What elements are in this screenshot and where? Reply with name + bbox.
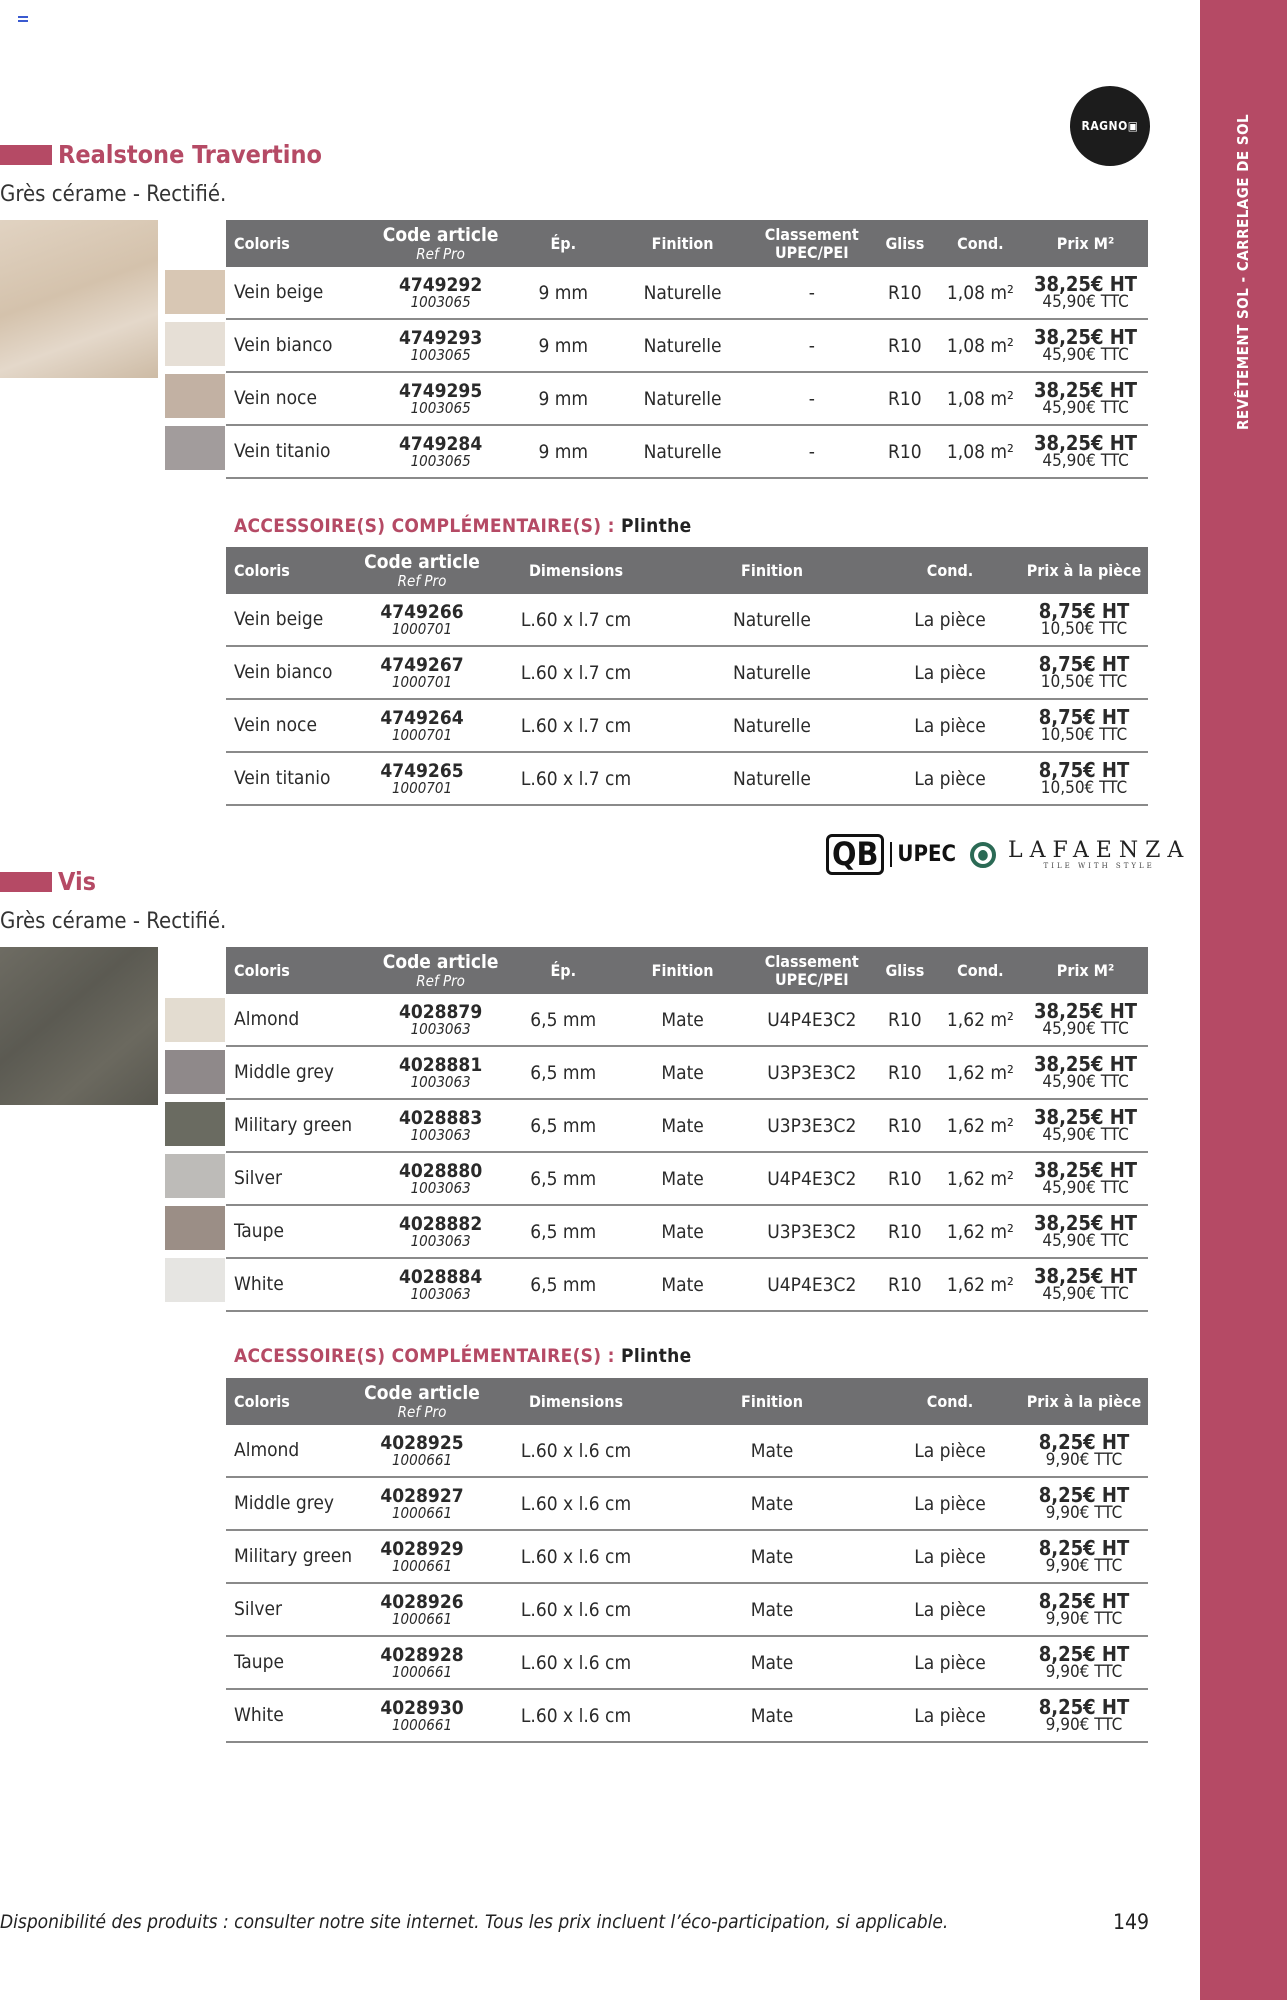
header-ep: Ép. [513,947,614,994]
cell-finition: Mate [664,1477,880,1530]
cell-classement: U4P4E3C2 [752,1152,872,1205]
cell-dimensions: L.60 x l.6 cm [488,1583,664,1636]
cell-coloris: Middle grey [226,1477,356,1530]
swatch-taupe [165,1206,225,1250]
header-dimensions: Dimensions [488,1378,664,1425]
cell-cond: 1,62 m² [938,1046,1023,1099]
cell-prix: 38,25€ HT 45,90€ TTC [1023,319,1148,372]
lafaenza-logo: LAFAENZA TILE WITH STYLE [1008,837,1191,870]
swatch-middle-grey [165,1050,225,1094]
cell-cond: 1,08 m² [938,319,1023,372]
table-row [226,1258,1148,1311]
cell-cond: La pièce [880,1530,1020,1583]
cell-ep: 9 mm [513,372,614,425]
cell-ep: 6,5 mm [513,1152,614,1205]
cell-coloris: Vein bianco [226,319,368,372]
section-title-vis: Vis [0,867,96,896]
table-row [226,594,1148,646]
cell-finition: Naturelle [664,699,880,752]
sidebar-label: REVÊTEMENT SOL - CARRELAGE DE SOL [1234,113,1252,430]
header-finition: Finition [664,547,880,594]
upec-logo: UPEC [890,842,956,867]
cell-cond: 1,62 m² [938,1099,1023,1152]
swatch-vein-bianco [165,322,225,366]
cell-classement: U4P4E3C2 [752,994,872,1046]
header-gliss: Gliss [872,220,938,267]
header-cond: Cond. [938,220,1023,267]
table-accessory-travertino [226,547,1148,806]
section-subtitle-travertino: Grès cérame - Rectifié. [0,182,227,207]
cell-gliss: R10 [872,1046,938,1099]
swatch-military-green [165,1102,225,1146]
product-image-vis [0,947,158,1105]
header-finition: Finition [664,1378,880,1425]
cell-gliss: R10 [872,1205,938,1258]
cell-gliss: R10 [872,1099,938,1152]
cell-coloris: Vein bianco [226,646,356,699]
cell-code: 4028930 1000661 [356,1689,488,1742]
swatch-white [165,1258,225,1302]
cell-code: 4749292 1003065 [368,267,513,319]
cell-prix: 8,25€ HT 9,90€ TTC [1020,1636,1148,1689]
table-row [226,646,1148,699]
cell-coloris: Military green [226,1099,368,1152]
cell-code: 4749265 1000701 [356,752,488,805]
cell-prix: 38,25€ HT 45,90€ TTC [1023,425,1148,478]
cell-prix: 8,25€ HT 9,90€ TTC [1020,1583,1148,1636]
cell-prix: 38,25€ HT 45,90€ TTC [1023,1099,1148,1152]
accessory-title-travertino: ACCESSOIRE(S) COMPLÉMENTAIRE(S) : Plinthe [234,515,692,537]
cell-code: 4749295 1003065 [368,372,513,425]
header-gliss: Gliss [872,947,938,994]
cell-coloris: Vein noce [226,372,368,425]
cell-cond: La pièce [880,1583,1020,1636]
swatch-vein-beige [165,270,225,314]
cell-coloris: Silver [226,1152,368,1205]
ragno-logo: RAGNO ▣ [1070,86,1150,166]
cell-cond: 1,08 m² [938,267,1023,319]
cell-dimensions: L.60 x l.7 cm [488,646,664,699]
table-row [226,1636,1148,1689]
cell-cond: La pièce [880,1477,1020,1530]
section-title-travertino: Realstone Travertino [0,140,322,169]
cell-classement: U4P4E3C2 [752,1258,872,1311]
header-prix: Prix M² [1023,947,1148,994]
table-row [226,319,1148,372]
cell-classement: U3P3E3C2 [752,1099,872,1152]
cell-finition: Naturelle [614,319,752,372]
cell-ep: 6,5 mm [513,1205,614,1258]
cell-dimensions: L.60 x l.7 cm [488,699,664,752]
accessory-title-vis: ACCESSOIRE(S) COMPLÉMENTAIRE(S) : Plinthe [234,1345,692,1367]
title-bar [0,145,52,165]
header-cond: Cond. [880,1378,1020,1425]
cell-dimensions: L.60 x l.6 cm [488,1636,664,1689]
cell-dimensions: L.60 x l.6 cm [488,1425,664,1477]
cell-coloris: Vein titanio [226,425,368,478]
cell-coloris: Silver [226,1583,356,1636]
cell-code: 4028926 1000661 [356,1583,488,1636]
certification-logos [826,834,1190,875]
cell-finition: Mate [664,1583,880,1636]
cell-code: 4028928 1000661 [356,1636,488,1689]
cell-code: 4028882 1003063 [368,1205,513,1258]
cell-coloris: Middle grey [226,1046,368,1099]
table-row [226,425,1148,478]
table-accessory-vis [226,1378,1148,1743]
cell-ep: 9 mm [513,319,614,372]
cell-gliss: R10 [872,425,938,478]
cell-dimensions: L.60 x l.6 cm [488,1530,664,1583]
table-row [226,1046,1148,1099]
table-row [226,1477,1148,1530]
cell-finition: Mate [664,1425,880,1477]
cell-code: 4028881 1003063 [368,1046,513,1099]
cell-code: 4749293 1003065 [368,319,513,372]
cell-code: 4749264 1000701 [356,699,488,752]
cell-cond: La pièce [880,1689,1020,1742]
cell-dimensions: L.60 x l.7 cm [488,752,664,805]
cell-classement: U3P3E3C2 [752,1046,872,1099]
cell-cond: La pièce [880,752,1020,805]
cell-cond: 1,08 m² [938,425,1023,478]
table-travertino [226,220,1148,479]
cell-gliss: R10 [872,372,938,425]
table-row [226,372,1148,425]
swatch-vein-titanio [165,426,225,470]
menu-icon[interactable] [18,16,28,24]
header-finition: Finition [614,220,752,267]
cell-coloris: Vein titanio [226,752,356,805]
cell-cond: La pièce [880,1425,1020,1477]
header-classement: Classement UPEC/PEI [752,947,872,994]
cell-coloris: White [226,1689,356,1742]
table-vis [226,947,1148,1312]
cell-coloris: Taupe [226,1205,368,1258]
cell-code: 4028883 1003063 [368,1099,513,1152]
cell-finition: Mate [614,1099,752,1152]
cell-ep: 9 mm [513,425,614,478]
cell-code: 4749284 1003065 [368,425,513,478]
cell-prix: 38,25€ HT 45,90€ TTC [1023,372,1148,425]
cell-prix: 8,25€ HT 9,90€ TTC [1020,1689,1148,1742]
table-header [226,220,1148,267]
cell-prix: 8,25€ HT 9,90€ TTC [1020,1425,1148,1477]
header-coloris: Coloris [226,547,356,594]
table-row [226,1205,1148,1258]
table-row [226,752,1148,805]
table-row [226,267,1148,319]
cell-finition: Naturelle [664,594,880,646]
cell-classement: - [752,425,872,478]
cell-cond: 1,08 m² [938,372,1023,425]
product-image-travertino [0,220,158,378]
lafaenza-mark-icon: ● [970,842,996,868]
header-prix: Prix à la pièce [1020,547,1148,594]
header-code: Code article Ref Pro [356,1378,488,1425]
cell-dimensions: L.60 x l.6 cm [488,1689,664,1742]
cell-finition: Mate [614,1152,752,1205]
cell-finition: Mate [664,1530,880,1583]
header-classement: Classement UPEC/PEI [752,220,872,267]
cell-cond: 1,62 m² [938,1152,1023,1205]
header-dimensions: Dimensions [488,547,664,594]
cell-prix: 8,75€ HT 10,50€ TTC [1020,594,1148,646]
swatch-almond [165,998,225,1042]
header-cond: Cond. [880,547,1020,594]
cell-prix: 38,25€ HT 45,90€ TTC [1023,1046,1148,1099]
cell-classement: U3P3E3C2 [752,1205,872,1258]
qb-logo: QB [826,834,884,875]
cell-prix: 8,25€ HT 9,90€ TTC [1020,1530,1148,1583]
cell-prix: 8,75€ HT 10,50€ TTC [1020,646,1148,699]
header-finition: Finition [614,947,752,994]
cell-prix: 38,25€ HT 45,90€ TTC [1023,994,1148,1046]
cell-ep: 6,5 mm [513,1099,614,1152]
cell-cond: La pièce [880,1636,1020,1689]
table-header [226,947,1148,994]
cell-code: 4028925 1000661 [356,1425,488,1477]
cell-coloris: Taupe [226,1636,356,1689]
header-code: Code article Ref Pro [356,547,488,594]
cell-finition: Naturelle [614,372,752,425]
cell-finition: Naturelle [664,646,880,699]
cell-gliss: R10 [872,1152,938,1205]
cell-ep: 6,5 mm [513,994,614,1046]
cell-gliss: R10 [872,319,938,372]
table-row [226,699,1148,752]
cell-cond: La pièce [880,646,1020,699]
cell-prix: 8,25€ HT 9,90€ TTC [1020,1477,1148,1530]
table-row [226,994,1148,1046]
header-cond: Cond. [938,947,1023,994]
cell-cond: 1,62 m² [938,994,1023,1046]
cell-prix: 38,25€ HT 45,90€ TTC [1023,1152,1148,1205]
header-coloris: Coloris [226,947,368,994]
cell-coloris: White [226,1258,368,1311]
cell-prix: 38,25€ HT 45,90€ TTC [1023,1205,1148,1258]
cell-code: 4749266 1000701 [356,594,488,646]
title-bar [0,872,52,892]
cell-cond: 1,62 m² [938,1205,1023,1258]
cell-finition: Mate [664,1689,880,1742]
header-prix: Prix à la pièce [1020,1378,1148,1425]
header-code: Code article Ref Pro [368,220,513,267]
cell-coloris: Vein beige [226,594,356,646]
swatch-vein-noce [165,374,225,418]
table-row [226,1689,1148,1742]
header-ep: Ép. [513,220,614,267]
cell-ep: 9 mm [513,267,614,319]
section-subtitle-vis: Grès cérame - Rectifié. [0,909,227,934]
cell-gliss: R10 [872,267,938,319]
table-header [226,547,1148,594]
cell-coloris: Almond [226,994,368,1046]
cell-finition: Mate [614,994,752,1046]
cell-coloris: Vein noce [226,699,356,752]
header-code: Code article Ref Pro [368,947,513,994]
cell-coloris: Almond [226,1425,356,1477]
cell-cond: 1,62 m² [938,1258,1023,1311]
cell-code: 4028929 1000661 [356,1530,488,1583]
table-row [226,1530,1148,1583]
cell-finition: Mate [614,1205,752,1258]
cell-code: 4028927 1000661 [356,1477,488,1530]
cell-dimensions: L.60 x l.7 cm [488,594,664,646]
cell-finition: Mate [614,1046,752,1099]
cell-finition: Naturelle [664,752,880,805]
table-header [226,1378,1148,1425]
header-coloris: Coloris [226,220,368,267]
table-row [226,1099,1148,1152]
cell-code: 4028879 1003063 [368,994,513,1046]
cell-code: 4028884 1003063 [368,1258,513,1311]
cell-classement: - [752,267,872,319]
cell-finition: Naturelle [614,267,752,319]
cell-code: 4749267 1000701 [356,646,488,699]
cell-dimensions: L.60 x l.6 cm [488,1477,664,1530]
cell-classement: - [752,319,872,372]
cell-ep: 6,5 mm [513,1046,614,1099]
footer-note: Disponibilité des produits : consulter notre site internet. Tous les prix incluent l’éco-participation, si applicable. [0,1911,949,1933]
cell-cond: La pièce [880,594,1020,646]
cell-gliss: R10 [872,1258,938,1311]
cell-gliss: R10 [872,994,938,1046]
cell-coloris: Vein beige [226,267,368,319]
cell-finition: Naturelle [614,425,752,478]
page-number: 149 [1113,1910,1150,1934]
swatch-silver [165,1154,225,1198]
cell-prix: 38,25€ HT 45,90€ TTC [1023,1258,1148,1311]
cell-prix: 8,75€ HT 10,50€ TTC [1020,699,1148,752]
cell-prix: 38,25€ HT 45,90€ TTC [1023,267,1148,319]
cell-classement: - [752,372,872,425]
cell-cond: La pièce [880,699,1020,752]
cell-finition: Mate [664,1636,880,1689]
cell-code: 4028880 1003063 [368,1152,513,1205]
header-coloris: Coloris [226,1378,356,1425]
header-prix: Prix M² [1023,220,1148,267]
cell-coloris: Military green [226,1530,356,1583]
table-row [226,1152,1148,1205]
cell-ep: 6,5 mm [513,1258,614,1311]
table-row [226,1425,1148,1477]
table-row [226,1583,1148,1636]
cell-prix: 8,75€ HT 10,50€ TTC [1020,752,1148,805]
cell-finition: Mate [614,1258,752,1311]
